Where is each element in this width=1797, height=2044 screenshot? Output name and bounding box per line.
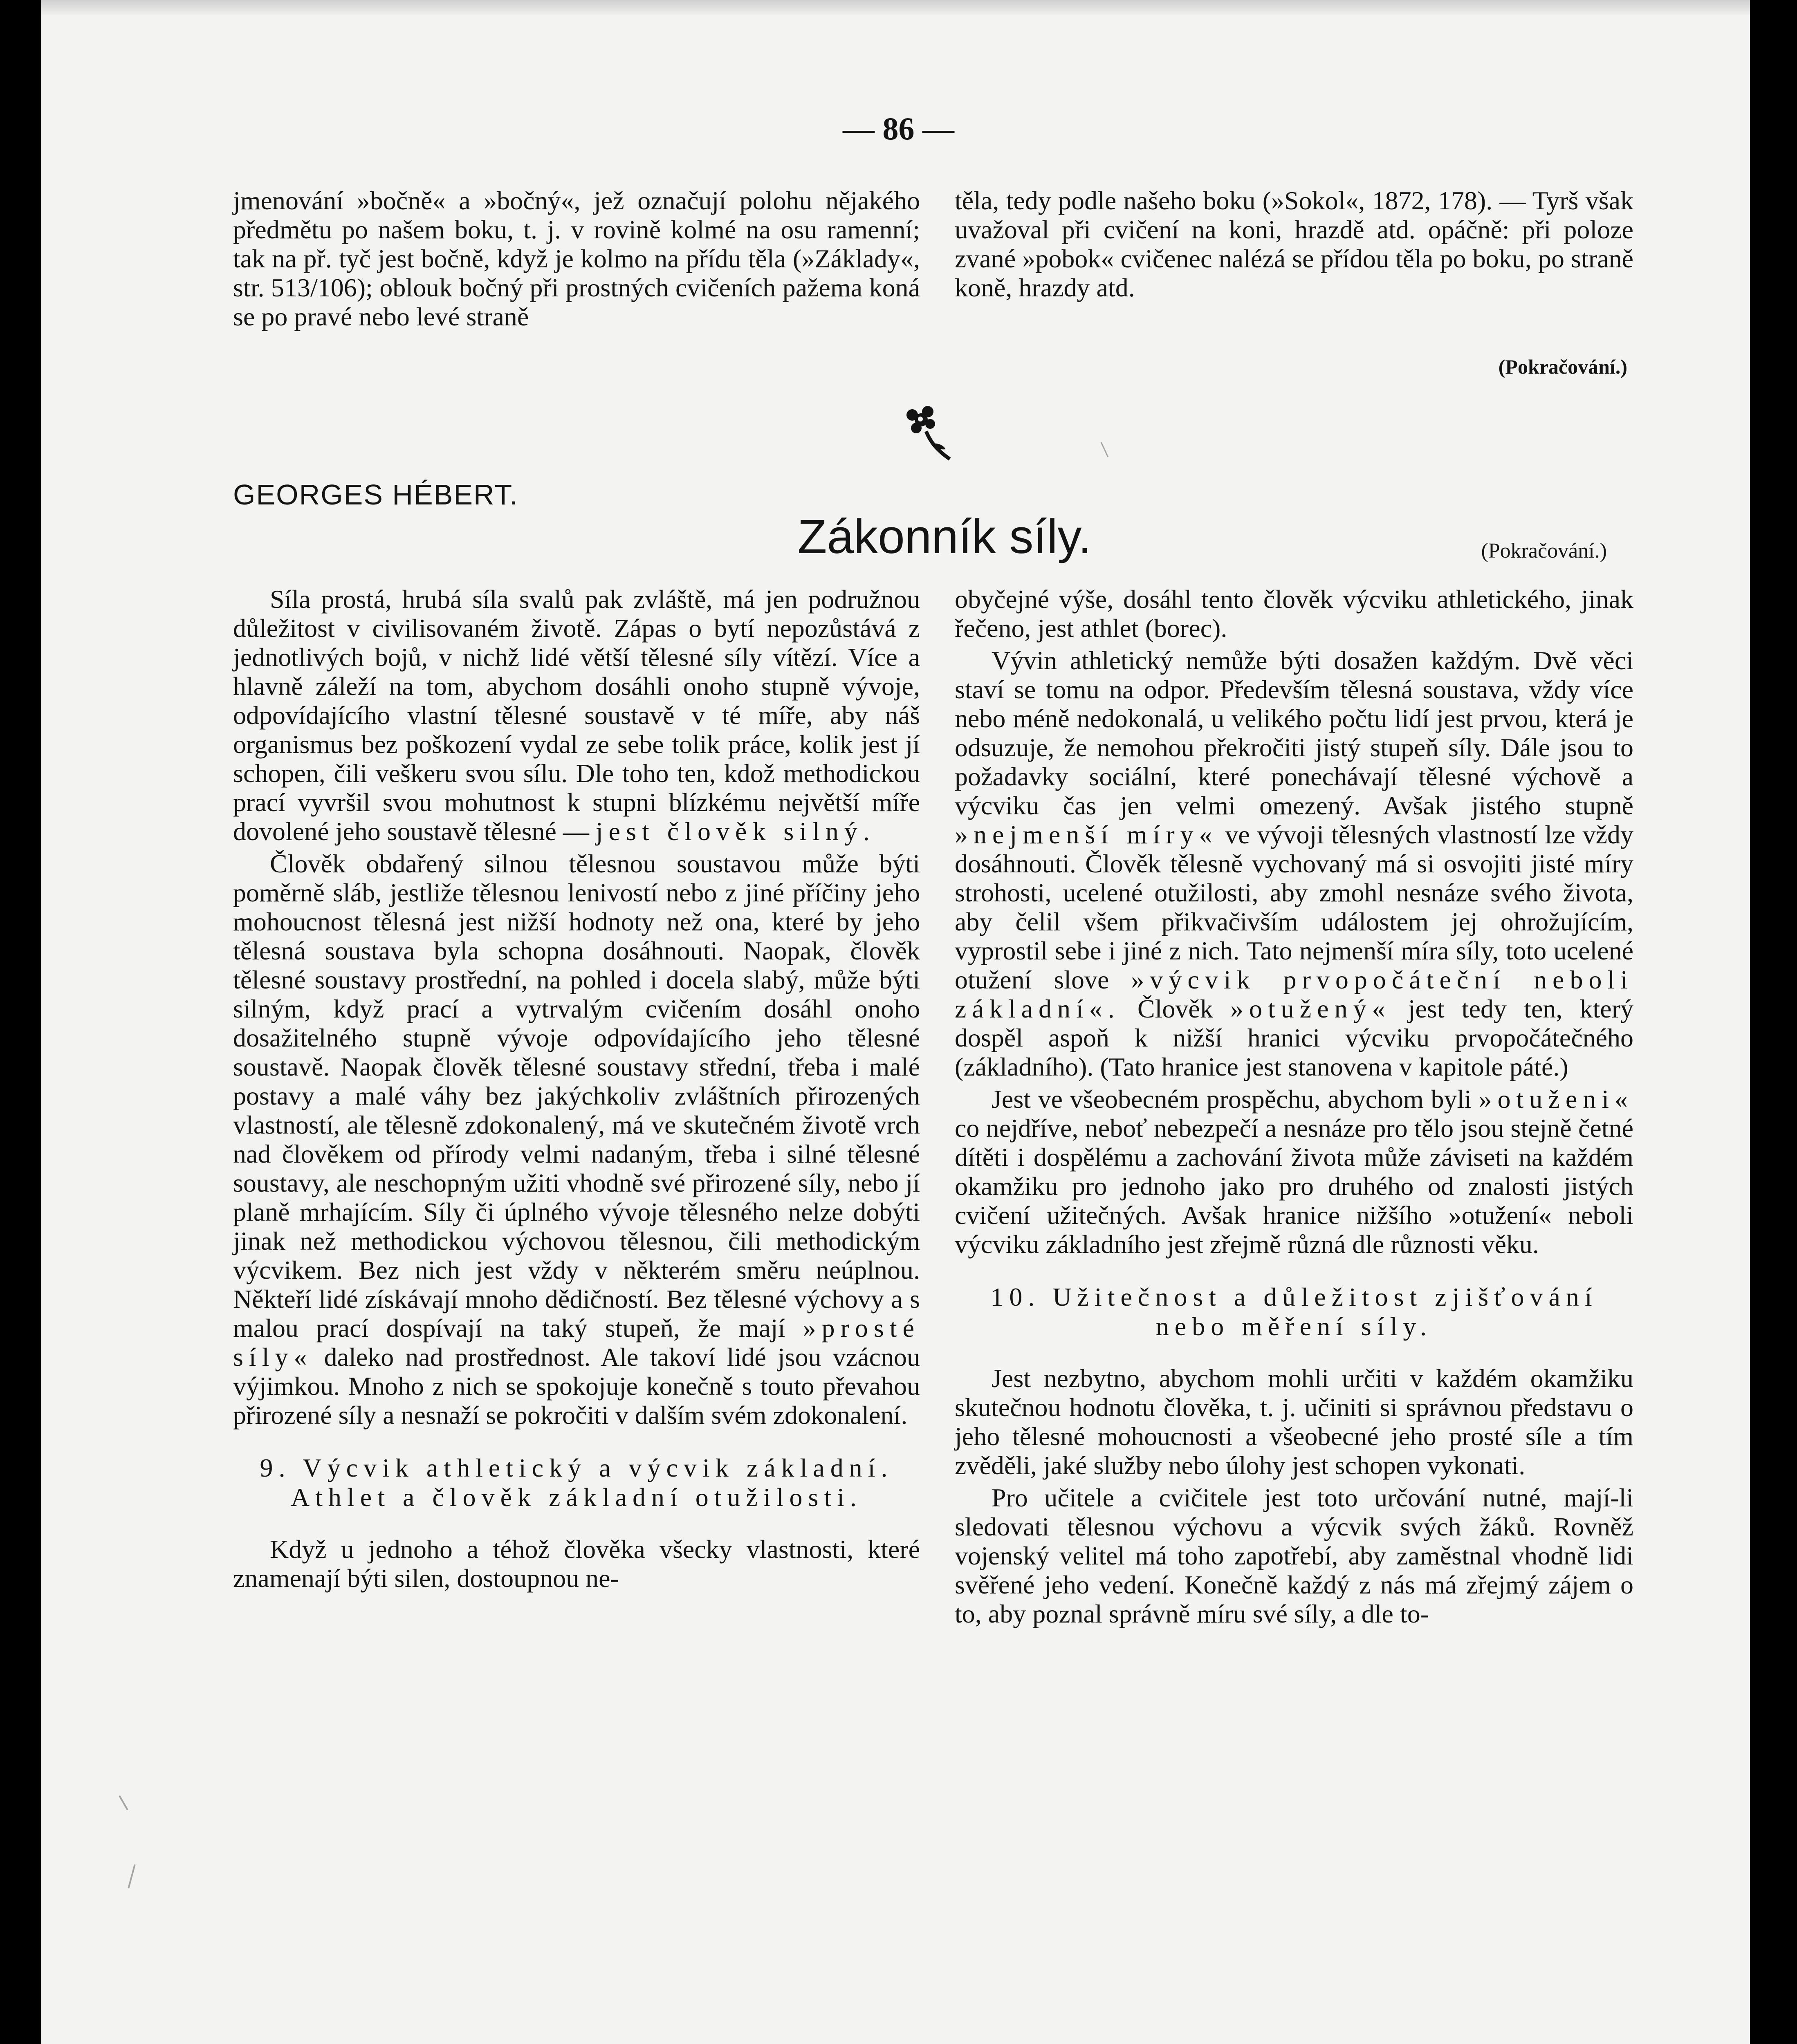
spaced-emphasis: »výcvik prvopočáteční neboli základní«. [955, 965, 1633, 1023]
paragraph-text: co nejdříve, neboť nebezpečí a nesnáze pro tělo jsou stejně četné dítěti i dospělému a zachování života může záviseti na každém okamžiku pro jednoho jako pro druhého od znalosti jistých cvičení užitečných. Avšak hranice nižšího »otužení« neboli výcviku základního jest zřejmě různá dle různosti věku. [955, 1114, 1633, 1259]
continuation-right-column [955, 186, 1633, 302]
paragraph: Když u jednoho a téhož člověka všecky vlastnosti, které znamenají býti silen, dostoupnou ne- [233, 1535, 920, 1593]
paragraph: Jest nezbytno, abychom mohli určiti v každém okamžiku skutečnou hodnotu člověka, t. j. učiniti si správnou představu o jeho tělesné mohoucnosti a všeobecné jeho prosté síle a tím zvěděli, jaké služby nebo úlohy jest schopen vykonati. [955, 1364, 1633, 1480]
paragraph-text: Člověk [1137, 994, 1213, 1023]
flower-vignette-icon [902, 403, 955, 464]
page-number: — 86 — [843, 111, 954, 146]
spaced-emphasis: »prosté síly« [233, 1313, 920, 1372]
paragraph [233, 585, 920, 846]
spaced-emphasis: »otužený« [1230, 994, 1391, 1023]
spaced-emphasis: jest člověk silný. [595, 817, 875, 846]
paragraph-text: jest tedy ten, který dospěl aspoň k nižší hranici výcviku prvopočátečného (základního). (Tato hranice jest stanovena v kapitole páté.) [955, 994, 1634, 1081]
spaced-emphasis: »nejmenší míry« [955, 820, 1218, 849]
section-heading-10: 10. Užitečnost a důležitost zjišťování nebo měření síly. [990, 1282, 1598, 1341]
paragraph-text: daleko nad prostřednost. Ale takoví lidé jsou vzácnou výjimkou. Mnoho z nich se spokojuje konečně s touto převahou přirozené síly a nesnaží se pokročiti v dalším svém zdokonalení. [233, 1342, 920, 1430]
paragraph-text: Člověk obdařený silnou tělesnou soustavou může býti poměrně sláb, jestliže tělesnou lenivostí nebo z jiné příčiny jeho mohoucnost tělesná jest nižší hodnoty než ona, které by jeho tělesná soustava byla schopna dosáhnouti. Naopak, člověk tělesné soustavy prostřední, na pohled i docela slabý, může býti silným, když prací a vytrvalým cvičením dosáhl onoho dosažitelného stupně vývoje odpovídajícího jeho tělesné soustavě. Naopak člověk tělesné soustavy střední, třeba i malé postavy a malé váhy bez jakýchkoliv zvláštních přirozených vlastností, ale tělesně zdokonalený, má ve skutečném životě vrch nad člověkem od přírody velmi nadaným, třeba i silné tělesné soustavy, ale neschopným užiti vhodně své přirozené síly, nebo jí planě mrhajícím. Síly či úplného vývoje tělesného nelze dobýti jinak než methodickou výchovou tělesnou, čili methodickým výcvikem. Bez nich jest vždy v některém směru neúplnou. Někteří lidé získávají mnoho dědičností. Bez tělesné výchovy a s malou prací dospívají na taký stupeň, že mají [233, 849, 920, 1342]
continuation-left-column [233, 186, 920, 331]
paragraph [955, 646, 1633, 1081]
paragraph-text: ve vývoji tělesných vlastností lze vždy dosáhnouti. Člověk tělesně vychovaný má si osvojiti jisté míry strohosti, ucelené otužilosti, aby zmohl nesnáze svého života, aby čelil všem přikvačivším událostem jej ohrožujícím, vyprostil sebe i jiné z nich. Tato nejmenší míra síly, toto ucelené otužení slove [955, 820, 1634, 994]
article-author: GEORGES HÉBERT. [233, 479, 518, 511]
scan-shadow [41, 0, 1750, 16]
continuation-right-text: těla, tedy podle našeho boku (»Sokol«, 1872, 178). — Tyrš však uvažoval při cvičení na koni, hrazdě atd. opáčně: při poloze zvané »pobok« cvičenec nalézá se přídou těla po boku, po straně koně, hrazdy atd. [955, 186, 1633, 302]
paragraph-text: Síla prostá, hrubá síla svalů pak zvláště, má jen podružnou důležitost v civilisovaném životě. Zápas o bytí nepozůstává z jednotlivých bojů, v nichž lidé větší tělesné síly vítězí. Více a hlavně záleží na tom, abychom dosáhli onoho stupně vývoje, odpovídajícího vlastní tělesné soustavě v té míře, aby náš organismus bez poškození vydal ze sebe tolik práce, kolik jest jí schopen, čili veškeru svou sílu. Dle toho ten, kdož methodickou prací vyvršil svou mohutnost k stupni blízkému největší míře dovolené jeho soustavě tělesné — [233, 585, 920, 846]
continued-note-title: (Pokračování.) [1481, 539, 1607, 563]
paragraph [955, 1085, 1633, 1259]
continued-note-previous: (Pokračování.) [1498, 355, 1627, 378]
spaced-emphasis: »otuženi« [1478, 1085, 1634, 1114]
article-right-column [955, 585, 1633, 1628]
continuation-left-text: jmenování »bočně« a »bočný«, jež označují polohu nějakého předmětu po našem boku, t. j. v rovině kolmé na osu ramenní; tak na př. tyč jest bočně, když je kolmo na přídu těla (»Základy«, str. 513/106); oblouk bočný při prostných cvičeních pažema koná se po pravé nebo levé straně [233, 186, 920, 331]
paragraph: Pro učitele a cvičitele jest toto určování nutné, mají-li sledovati tělesnou výchovu a výcvik svých žáků. Rovněž vojenský velitel má toho zapotřebí, aby zaměstnal vhodně lidi svěřené jeho vedení. Konečně každý z nás má zřejmý zájem o to, aby poznal správně míru své síly, a dle to- [955, 1483, 1633, 1628]
section-heading-9: 9. Výcvik athletický a výcvik základní. Athlet a člověk základní otužilosti. [260, 1453, 893, 1512]
paragraph-text: Jest ve všeobecném prospěchu, abychom byli [992, 1085, 1472, 1114]
article-title: Zákonník síly. [797, 510, 1092, 564]
paragraph [233, 849, 920, 1430]
paragraph: obyčejné výše, dosáhl tento člověk výcviku athletického, jinak řečeno, jest athlet (borec). [955, 585, 1633, 643]
article-left-column [233, 585, 920, 1593]
paragraph-text: Vývin athletický nemůže býti dosažen každým. Dvě věci staví se tomu na odpor. Především tělesná soustava, vždy více nebo méně nedokonalá, u velikého počtu lidí jest prvou, která je odsuzuje, že nemohou překročiti jistý stupeň síly. Dále jsou to požadavky sociální, které ponechávají tělesné výchově a výcviku čas jen velmi omezený. Avšak jistého stupně [955, 646, 1633, 820]
